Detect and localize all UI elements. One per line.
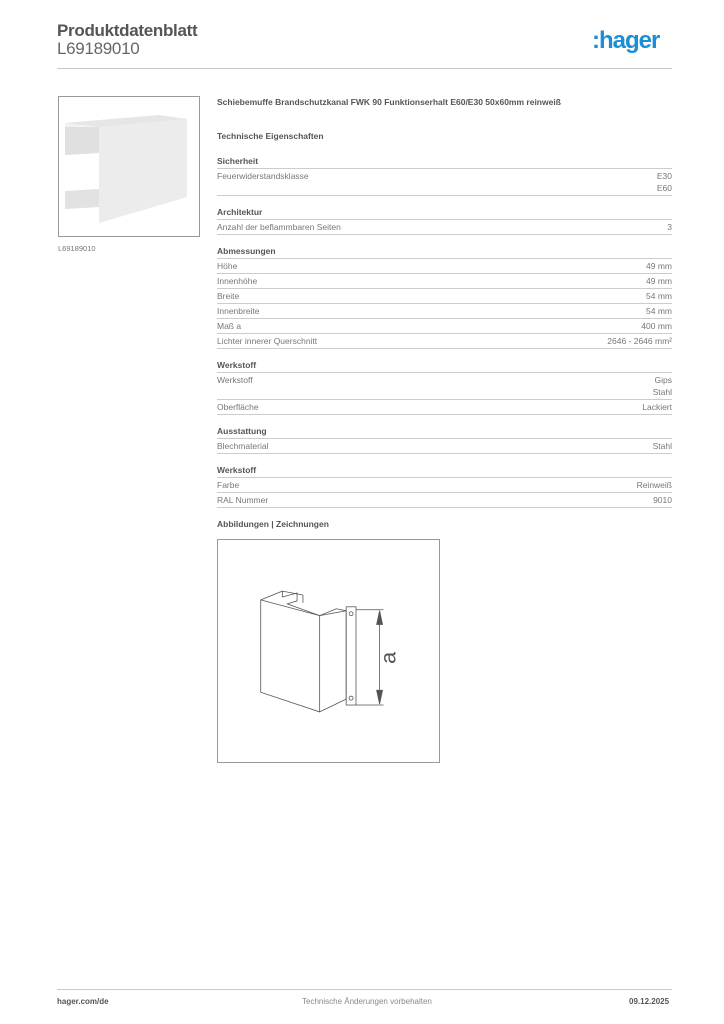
spec-value: E60 (656, 183, 672, 193)
spec-value: 2646 - 2646 mm² (607, 336, 672, 346)
spec-label: Maß a (217, 321, 242, 331)
spec-value: 49 mm (646, 276, 672, 286)
footer-website[interactable]: hager.com/de (57, 997, 109, 1006)
spec-row (217, 289, 672, 304)
spec-label: Höhe (217, 261, 238, 271)
spec-row (217, 304, 672, 319)
spec-values (657, 170, 672, 194)
footer-divider (57, 989, 672, 990)
spec-label: Anzahl der beflammbaren Seiten (217, 222, 341, 232)
spec-label: Farbe (217, 480, 240, 490)
spec-label: Feuerwiderstandsklasse (217, 171, 309, 181)
product-image (58, 96, 200, 237)
image-caption: L69189010 (58, 244, 96, 253)
spec-values (641, 320, 672, 332)
spec-row (217, 334, 672, 349)
spec-values (637, 479, 672, 491)
spec-values (653, 374, 672, 398)
spec-label: Werkstoff (217, 375, 253, 385)
spec-values (653, 440, 672, 452)
spec-label: Lichter innerer Querschnitt (217, 336, 318, 346)
section-title: Sicherheit (217, 154, 672, 169)
spec-value: Gips (654, 375, 672, 385)
section-title: Werkstoff (217, 463, 672, 478)
spec-value: Stahl (652, 441, 672, 451)
technical-drawing (217, 539, 440, 763)
spec-row (217, 169, 672, 196)
spec-section (217, 244, 672, 349)
spec-row (217, 274, 672, 289)
spec-row (217, 220, 672, 235)
spec-label: Innenbreite (217, 306, 260, 316)
spec-section (217, 424, 672, 454)
spec-label: Innenhöhe (217, 276, 258, 286)
spec-section (217, 154, 672, 196)
spec-values (646, 260, 672, 272)
spec-label: Blechmaterial (217, 441, 269, 451)
header-divider (57, 68, 672, 69)
spec-values (667, 221, 672, 233)
spec-values (653, 494, 672, 506)
spec-value: 3 (667, 222, 672, 232)
spec-row (217, 400, 672, 415)
spec-row (217, 259, 672, 274)
spec-row (217, 373, 672, 400)
spec-value: 9010 (653, 495, 672, 505)
product-name: Schiebemuffe Brandschutzkanal FWK 90 Funktionserhalt E60/E30 50x60mm reinweiß (217, 97, 561, 107)
footer-notice: Technische Änderungen vorbehalten (302, 997, 432, 1006)
spec-value: 54 mm (646, 306, 672, 316)
spec-values (642, 401, 672, 413)
spec-label: Breite (217, 291, 240, 301)
spec-section (217, 358, 672, 415)
spec-row (217, 493, 672, 508)
section-title: Abmessungen (217, 244, 672, 259)
spec-label: RAL Nummer (217, 495, 269, 505)
spec-value: Lackiert (642, 402, 672, 412)
spec-value: E30 (656, 171, 672, 181)
spec-values (607, 335, 672, 347)
page-title: Produktdatenblatt (57, 21, 198, 40)
article-number: L69189010 (57, 39, 140, 58)
spec-section (217, 205, 672, 235)
tech-properties-title: Technische Eigenschaften (217, 131, 324, 141)
spec-values (646, 275, 672, 287)
spec-row (217, 478, 672, 493)
figures-title: Abbildungen | Zeichnungen (217, 519, 329, 529)
section-title: Ausstattung (217, 424, 672, 439)
spec-row (217, 319, 672, 334)
spec-value: 54 mm (646, 291, 672, 301)
spec-value: Stahl (652, 387, 672, 397)
section-title: Werkstoff (217, 358, 672, 373)
spec-value: Reinweiß (636, 480, 672, 490)
spec-table (217, 154, 672, 517)
spec-values (646, 305, 672, 317)
hager-logo: :hager (592, 27, 660, 54)
spec-values (646, 290, 672, 302)
section-title: Architektur (217, 205, 672, 220)
spec-value: 49 mm (646, 261, 672, 271)
spec-row (217, 439, 672, 454)
spec-label: Oberfläche (217, 402, 259, 412)
spec-value: 400 mm (641, 321, 672, 331)
footer-date: 09.12.2025 (629, 997, 670, 1006)
dimension-label: a (375, 651, 401, 664)
spec-section (217, 463, 672, 508)
